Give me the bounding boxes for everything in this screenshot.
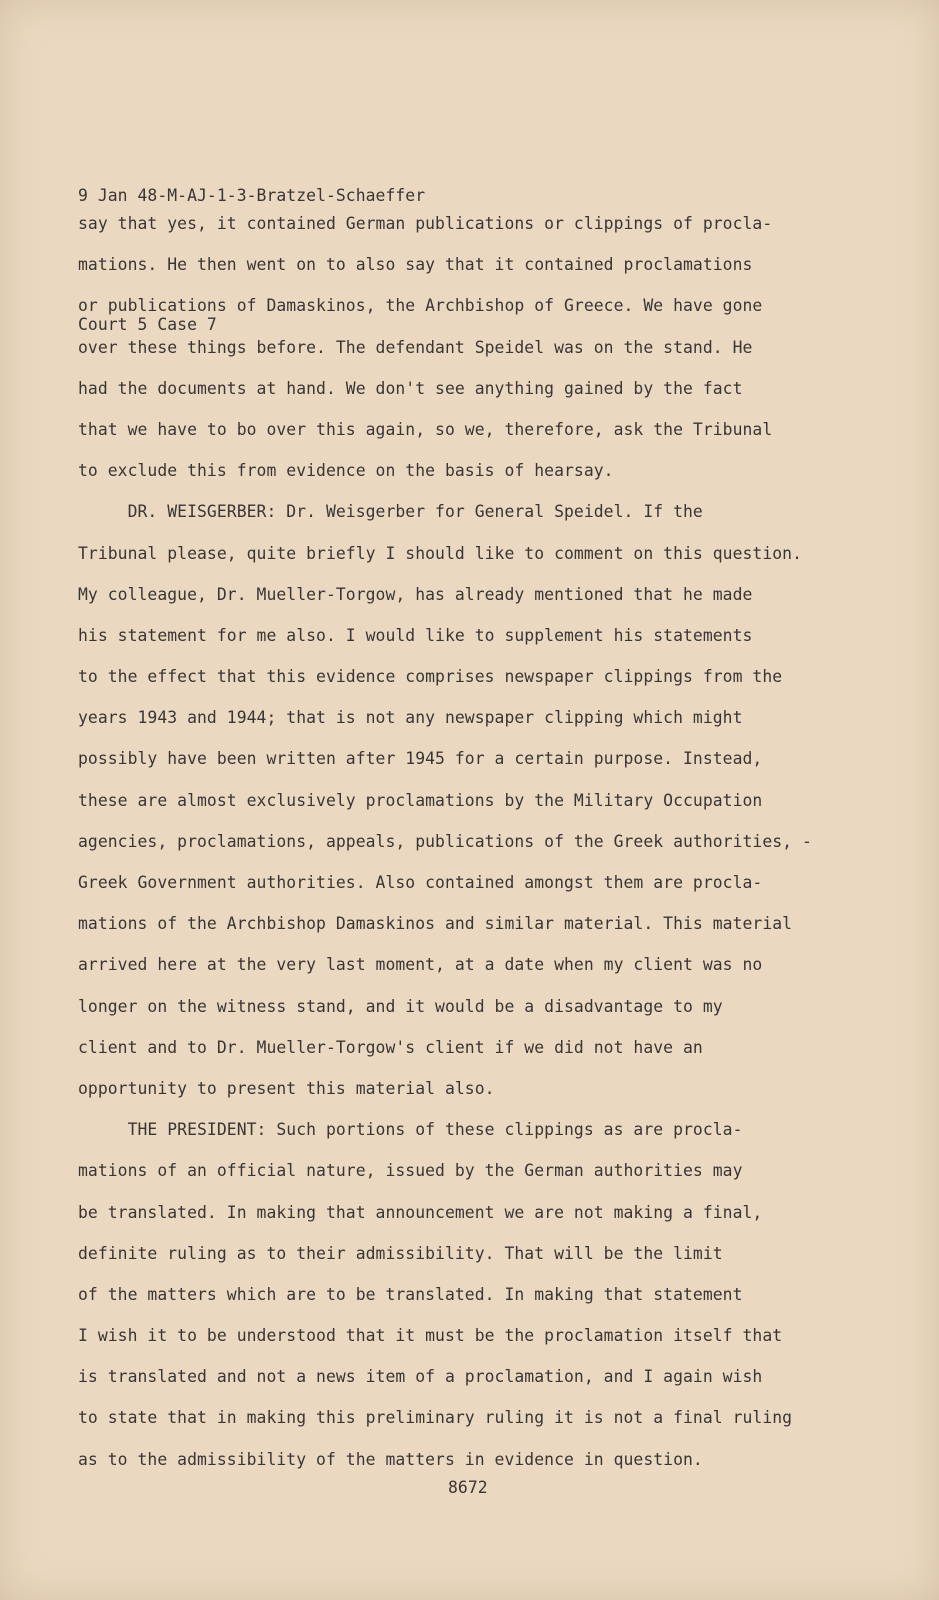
transcript-body	[78, 203, 918, 1480]
transcript-line: as to the admissibility of the matters in evidence in question.	[78, 1449, 703, 1469]
transcript-line: of the matters which are to be translated. In making that statement	[78, 1284, 743, 1304]
transcript-line: Tribunal please, quite briefly I should like to comment on this question.	[78, 543, 803, 563]
transcript-line: mations of an official nature, issued by the German authorities may	[78, 1161, 743, 1181]
transcript-line: years 1943 and 1944; that is not any newspaper clipping which might	[78, 708, 743, 728]
transcript-line: longer on the witness stand, and it would be a disadvantage to my	[78, 996, 723, 1016]
transcript-line: definite ruling as to their admissibility. That will be the limit	[78, 1243, 723, 1263]
transcript-line: I wish it to be understood that it must be the proclamation itself that	[78, 1326, 783, 1346]
transcript-line: that we have to bo over this again, so we, therefore, ask the Tribunal	[78, 419, 773, 439]
transcript-line: be translated. In making that announcement we are not making a final,	[78, 1202, 763, 1222]
transcript-line: these are almost exclusively proclamations by the Military Occupation	[78, 790, 763, 810]
transcript-line: had the documents at hand. We don't see anything gained by the fact	[78, 378, 743, 398]
transcript-line: possibly have been written after 1945 for a certain purpose. Instead,	[78, 749, 763, 769]
transcript-line: over these things before. The defendant Speidel was on the stand. He	[78, 337, 753, 357]
transcript-line: agencies, proclamations, appeals, publications of the Greek authorities, -	[78, 831, 812, 851]
transcript-line: to exclude this from evidence on the basis of hearsay.	[78, 461, 614, 481]
transcript-line: say that yes, it contained German publications or clippings of procla-	[78, 214, 773, 233]
transcript-line: mations of the Archbishop Damaskinos and similar material. This material	[78, 914, 793, 934]
page-number: 8672	[448, 1478, 488, 1497]
transcript-line: arrived here at the very last moment, at a date when my client was no	[78, 955, 763, 975]
transcript-line: or publications of Damaskinos, the Archbishop of Greece. We have gone	[78, 296, 763, 316]
court-case-label: Court 5 Case 7	[78, 315, 217, 334]
transcript-line: opportunity to present this material also.	[78, 1078, 495, 1098]
transcript-line: client and to Dr. Mueller-Torgow's client if we did not have an	[78, 1037, 703, 1057]
file-identifier: 9 Jan 48-M-AJ-1-3-Bratzel-Schaeffer	[78, 186, 426, 205]
transcript-line: is translated and not a news item of a proclamation, and I again wish	[78, 1367, 763, 1387]
transcript-line: mations. He then went on to also say that it contained proclamations	[78, 255, 753, 275]
transcript-line: to the effect that this evidence comprises newspaper clippings from the	[78, 667, 783, 687]
transcript-line: to state that in making this preliminary ruling it is not a final ruling	[78, 1408, 793, 1428]
transcript-line: DR. WEISGERBER: Dr. Weisgerber for General Speidel. If the	[78, 502, 703, 522]
transcript-line: THE PRESIDENT: Such portions of these clippings as are procla-	[78, 1120, 743, 1140]
transcript-line: his statement for me also. I would like to supplement his statements	[78, 625, 753, 645]
transcript-line: My colleague, Dr. Mueller-Torgow, has already mentioned that he made	[78, 584, 753, 604]
transcript-line: Greek Government authorities. Also contained amongst them are procla-	[78, 873, 763, 892]
